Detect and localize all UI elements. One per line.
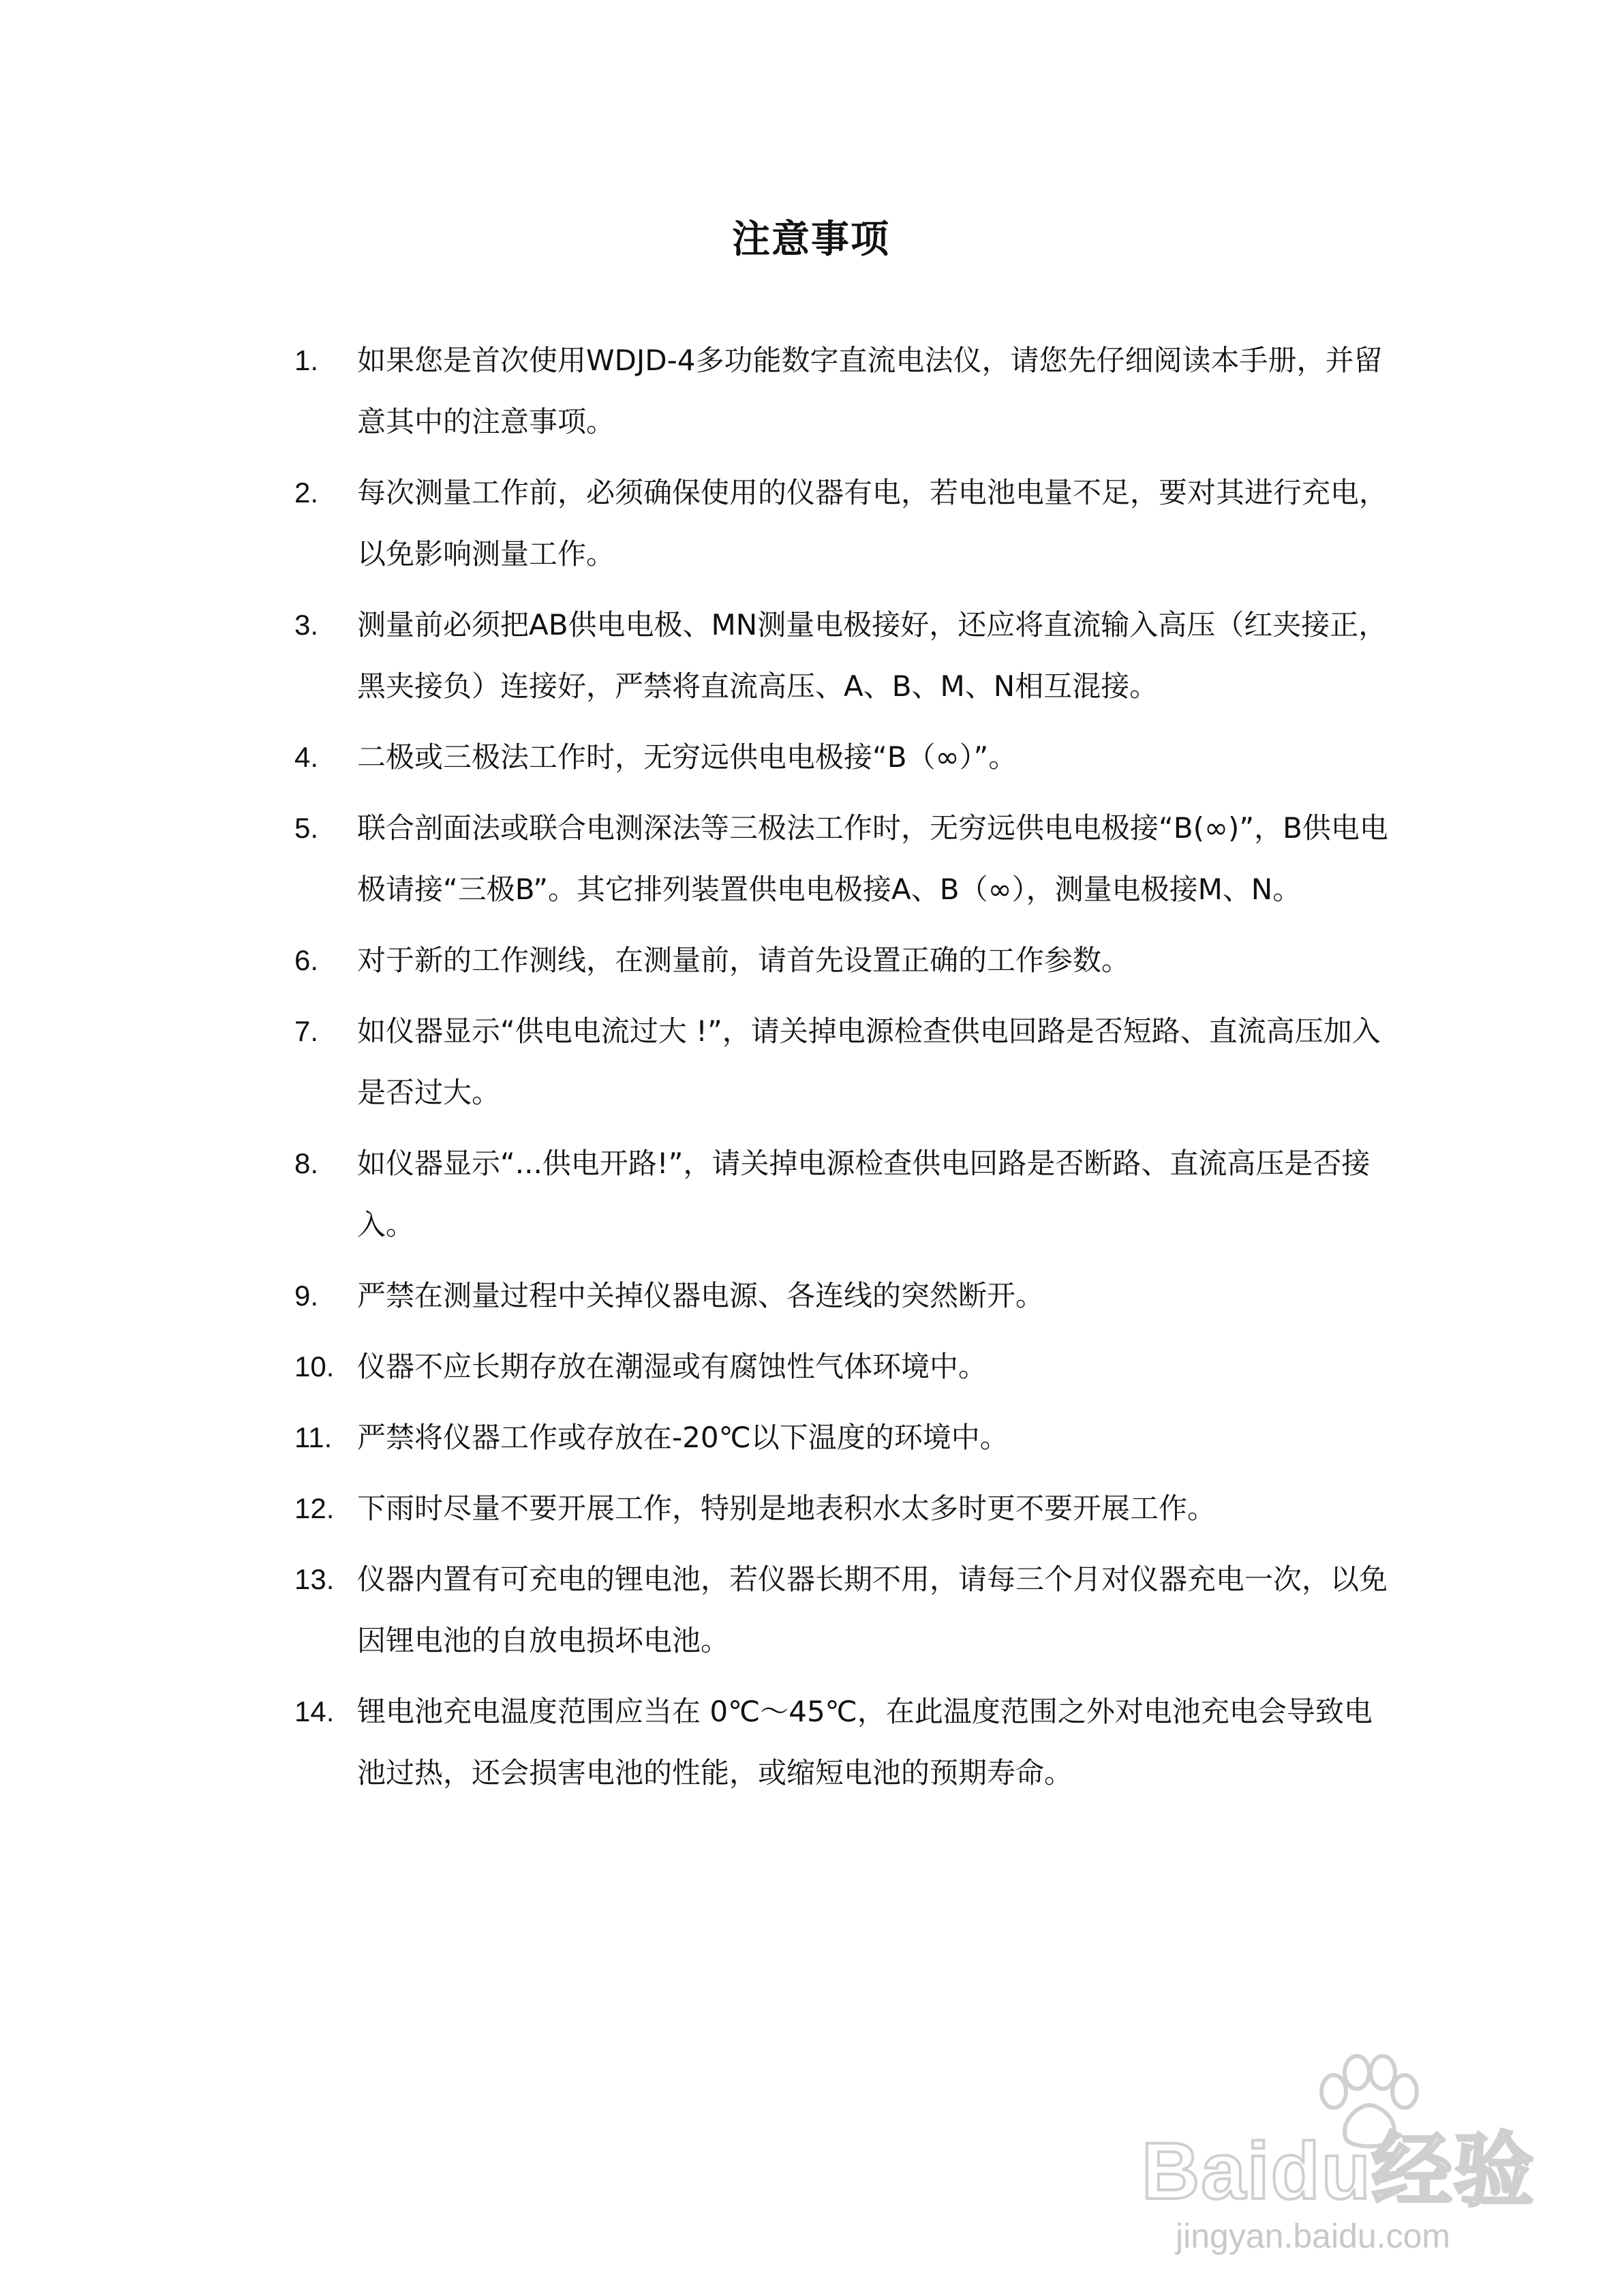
list-item: [294, 1265, 1390, 1327]
item-text: 仪器不应长期存放在潮湿或有腐蚀性气体环境中。: [357, 1350, 988, 1383]
notice-list: [294, 330, 1390, 1813]
item-text: 如仪器显示“供电电流过大 !”，请关掉电源检查供电回路是否短路、直流高压加入是否过大。: [357, 1014, 1381, 1109]
item-text: 每次测量工作前，必须确保使用的仪器有电，若电池电量不足，要对其进行充电，以免影响测量工作。: [357, 476, 1388, 571]
item-number: 7.: [294, 1015, 319, 1047]
list-item: [294, 1549, 1390, 1672]
item-number: 12.: [294, 1492, 335, 1524]
list-item: [294, 594, 1390, 717]
watermark-url: jingyan.baidu.com: [1176, 2217, 1451, 2255]
baidu-jingyan-watermark: [1128, 2052, 1564, 2256]
list-item: [294, 727, 1390, 788]
list-item: [294, 1407, 1390, 1468]
item-number: 11.: [294, 1421, 333, 1453]
item-number: 2.: [294, 477, 319, 509]
item-text: 二极或三极法工作时，无穷远供电电极接“B（∞）”。: [357, 740, 1017, 774]
item-number: 10.: [294, 1350, 335, 1383]
list-item: [294, 1478, 1390, 1539]
item-number: 4.: [294, 741, 319, 773]
item-text: 如仪器显示“...供电开路!”，请关掉电源检查供电回路是否断路、直流高压是否接入。: [357, 1147, 1371, 1241]
item-text: 如果您是首次使用WDJD-4多功能数字直流电法仪，请您先仔细阅读本手册，并留意其中的注意事项。: [357, 344, 1383, 438]
item-number: 14.: [294, 1695, 335, 1727]
item-text: 对于新的工作测线，在测量前，请首先设置正确的工作参数。: [357, 943, 1131, 977]
list-item: [294, 1336, 1390, 1398]
list-item: [294, 462, 1390, 585]
item-text: 严禁在测量过程中关掉仪器电源、各连线的突然断开。: [357, 1279, 1045, 1312]
watermark-logo-text: Baidu经验: [1142, 2126, 1535, 2216]
list-item: [294, 1001, 1390, 1123]
item-number: 3.: [294, 609, 319, 641]
item-number: 13.: [294, 1563, 335, 1595]
page-title: 注意事项: [732, 217, 890, 262]
item-number: 9.: [294, 1280, 319, 1312]
item-text: 联合剖面法或联合电测深法等三极法工作时，无穷远供电电极接“B(∞)”，B供电电极请接“三极B”。其它排列装置供电电极接A、B（∞），测量电极接M、N。: [357, 811, 1388, 906]
list-item: [294, 930, 1390, 991]
item-text: 严禁将仪器工作或存放在-20℃以下温度的环境中。: [357, 1421, 1009, 1454]
item-number: 1.: [294, 344, 319, 376]
list-item: [294, 1133, 1390, 1256]
item-number: 8.: [294, 1147, 319, 1179]
list-item: [294, 798, 1390, 920]
item-text: 下雨时尽量不要开展工作，特别是地表积水太多时更不要开展工作。: [357, 1492, 1216, 1525]
item-text: 测量前必须把AB供电电极、MN测量电极接好，还应将直流输入高压（红夹接正，黑夹接负）连接好，严禁将直流高压、A、B、M、N相互混接。: [357, 608, 1388, 703]
item-text: 锂电池充电温度范围应当在 0℃～45℃，在此温度范围之外对电池充电会导致电池过热，还会损害电池的性能，或缩短电池的预期寿命。: [357, 1695, 1373, 1789]
item-text: 仪器内置有可充电的锂电池，若仪器长期不用，请每三个月对仪器充电一次，以免因锂电池的自放电损坏电池。: [357, 1562, 1388, 1657]
item-number: 6.: [294, 944, 319, 976]
list-item: [294, 330, 1390, 453]
item-number: 5.: [294, 812, 319, 844]
list-item: [294, 1681, 1390, 1804]
